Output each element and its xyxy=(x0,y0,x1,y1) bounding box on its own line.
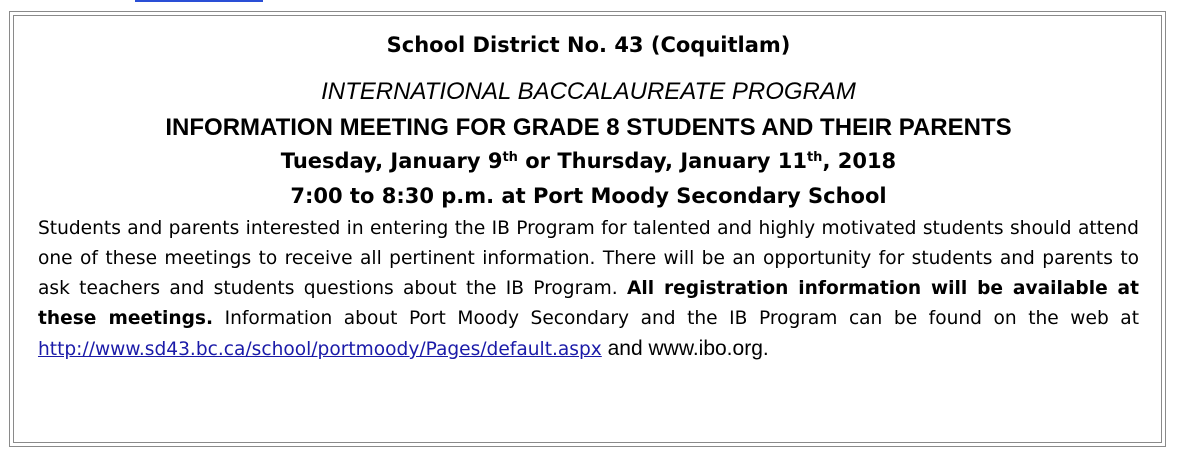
meeting-title: INFORMATION MEETING FOR GRADE 8 STUDENTS AND THEIR PARENTS xyxy=(165,114,1012,141)
date-thursday: or Thursday, January 11 xyxy=(517,149,807,173)
body-text-bold: All registration information will be available at these meetings. xyxy=(38,278,1139,329)
notice-content xyxy=(38,30,1139,365)
body-text-intro: Students and parents interested in entering the IB Program for talented and highly motivated students should attend one of these meetings to receive all pertinent information. There will be an opportunity for students and parents to ask teachers and students questions about the IB Program. xyxy=(38,218,1139,299)
body-text-ibo: and www.ibo.org. xyxy=(601,337,769,360)
program-heading: INTERNATIONAL BACCALAUREATE PROGRAM xyxy=(321,78,856,105)
meeting-time-place: 7:00 to 8:30 p.m. at Port Moody Secondary School xyxy=(290,184,887,208)
date-superscript-1: th xyxy=(502,150,518,165)
notice-body xyxy=(38,214,1139,365)
top-link-underline xyxy=(135,0,263,2)
district-heading: School District No. 43 (Coquitlam) xyxy=(386,33,791,57)
date-tuesday: Tuesday, January 9 xyxy=(280,149,503,173)
date-superscript-2: th xyxy=(806,150,823,165)
body-text-web-info: Information about Port Moody Secondary and the IB Program can be found on the web at xyxy=(213,308,1139,329)
date-year: , 2018 xyxy=(822,149,897,173)
meeting-dates xyxy=(38,144,1139,178)
school-website-link[interactable]: http://www.sd43.bc.ca/school/portmoody/Pages/default.aspx xyxy=(38,339,602,360)
